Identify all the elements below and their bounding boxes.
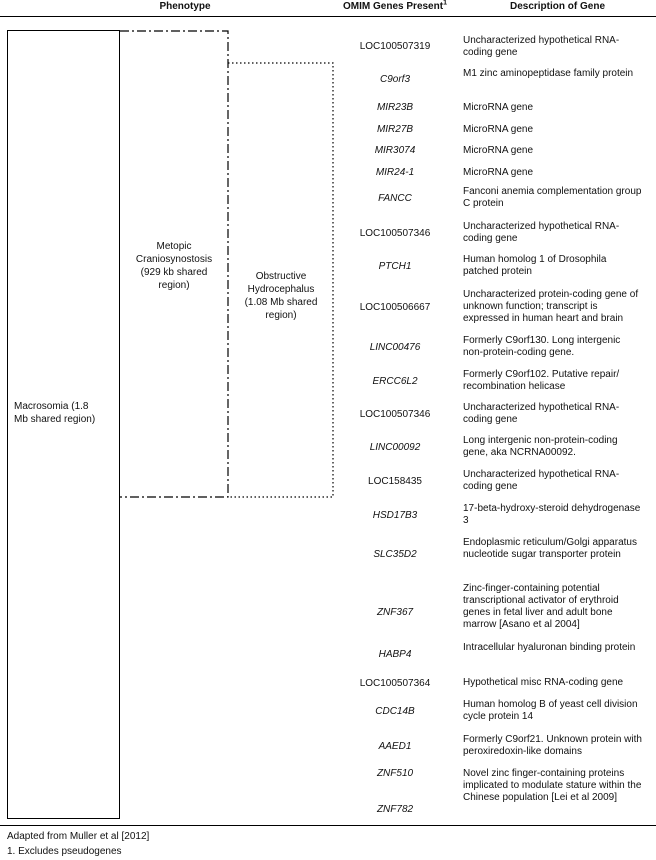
gene-name: CDC14B xyxy=(375,706,415,717)
gene-description: Zinc-finger-containing potential transcriptional activator of erythroid genes in fetal liver and adult bone marrow [Asano et al 2004] xyxy=(463,583,619,630)
gene-name: LOC100507346 xyxy=(359,409,431,420)
macrosomia-label: Macrosomia (1.8 Mb shared region) xyxy=(14,401,96,425)
gene-name: LOC100507319 xyxy=(359,41,431,52)
gene-name: AAED1 xyxy=(378,741,412,752)
gene-name: MIR23B xyxy=(376,102,414,113)
gene-name: PTCH1 xyxy=(378,261,412,272)
gene-description: Formerly C9orf21. Unknown protein with peroxiredoxin-like domains xyxy=(463,734,642,757)
gene-description: MicroRNA gene xyxy=(463,124,534,135)
gene-name: LINC00092 xyxy=(369,442,421,453)
gene-description: Endoplasmic reticulum/Golgi apparatus nucleotide sugar transporter protein xyxy=(463,537,637,560)
gene-name: LOC158435 xyxy=(368,476,422,487)
gene-name: HSD17B3 xyxy=(372,510,418,521)
gene-description: Uncharacterized hypothetical RNA-coding gene xyxy=(463,469,620,492)
gene-name: ZNF367 xyxy=(376,607,414,618)
table-bottom-rule xyxy=(0,825,656,826)
gene-description: MicroRNA gene xyxy=(463,102,534,113)
gene-description: 17-beta-hydroxy-steroid dehydrogenase 3 xyxy=(463,503,641,526)
gene-description: Long intergenic non-protein-coding gene, aka NCRNA00092. xyxy=(463,435,618,458)
gene-description: Novel zinc finger-containing proteins implicated to modulate stature within the Chinese population [Lei et al 2009] xyxy=(463,768,642,803)
metopic-label: Metopic Craniosynostosis (929 kb shared region) xyxy=(135,241,213,291)
gene-description: Human homolog B of yeast cell division cycle protein 14 xyxy=(463,699,638,722)
gene-name: LINC00476 xyxy=(369,342,421,353)
gene-name: C9orf3 xyxy=(379,74,410,85)
gene-name: MIR3074 xyxy=(374,145,416,156)
gene-description: M1 zinc aminopeptidase family protein xyxy=(463,68,634,79)
gene-name: ZNF782 xyxy=(376,804,414,815)
gene-description: Uncharacterized hypothetical RNA-coding gene xyxy=(463,402,620,425)
gene-description: Uncharacterized hypothetical RNA-coding gene xyxy=(463,35,620,58)
gene-description: Hypothetical misc RNA-coding gene xyxy=(463,677,624,688)
gene-description: MicroRNA gene xyxy=(463,145,534,156)
gene-name: ZNF510 xyxy=(376,768,414,779)
gene-name: LOC100506667 xyxy=(359,302,431,313)
gene-description: Formerly C9orf130. Long intergenic non-protein-coding gene. xyxy=(463,335,621,358)
gene-name: MIR27B xyxy=(376,124,414,135)
source-note: Adapted from Muller et al [2012] xyxy=(7,831,150,842)
gene-description: MicroRNA gene xyxy=(463,167,534,178)
hydrocephalus-label: Obstructive Hydrocephalus (1.08 Mb shared region) xyxy=(244,271,318,321)
gene-description: Intracellular hyaluronan binding protein xyxy=(463,642,636,653)
gene-description: Uncharacterized protein-coding gene of unknown function; transcript is expressed in human heart and brain xyxy=(463,289,639,324)
gene-description: Formerly C9orf102. Putative repair/ recombination helicase xyxy=(463,369,620,392)
gene-name: LOC100507346 xyxy=(359,228,431,239)
header-omim-superscript: 1 xyxy=(443,0,447,7)
gene-name: FANCC xyxy=(378,193,412,204)
gene-description: Human homolog 1 of Drosophila patched protein xyxy=(463,254,607,277)
gene-description: Uncharacterized hypothetical RNA-coding gene xyxy=(463,221,620,244)
header-phenotype-label: Phenotype xyxy=(159,1,211,12)
gene-name: HABP4 xyxy=(378,649,412,660)
gene-name: LOC100507364 xyxy=(359,678,431,689)
gene-name: MIR24-1 xyxy=(375,167,415,178)
footnote-1: 1. Excludes pseudogenes xyxy=(7,846,122,857)
gene-description: Fanconi anemia complementation group C protein xyxy=(463,186,642,209)
gene-name: SLC35D2 xyxy=(373,549,417,560)
header-omim-label: OMIM Genes Present xyxy=(343,1,444,12)
gene-name: ERCC6L2 xyxy=(372,376,418,387)
header-description-label: Description of Gene xyxy=(509,1,605,12)
